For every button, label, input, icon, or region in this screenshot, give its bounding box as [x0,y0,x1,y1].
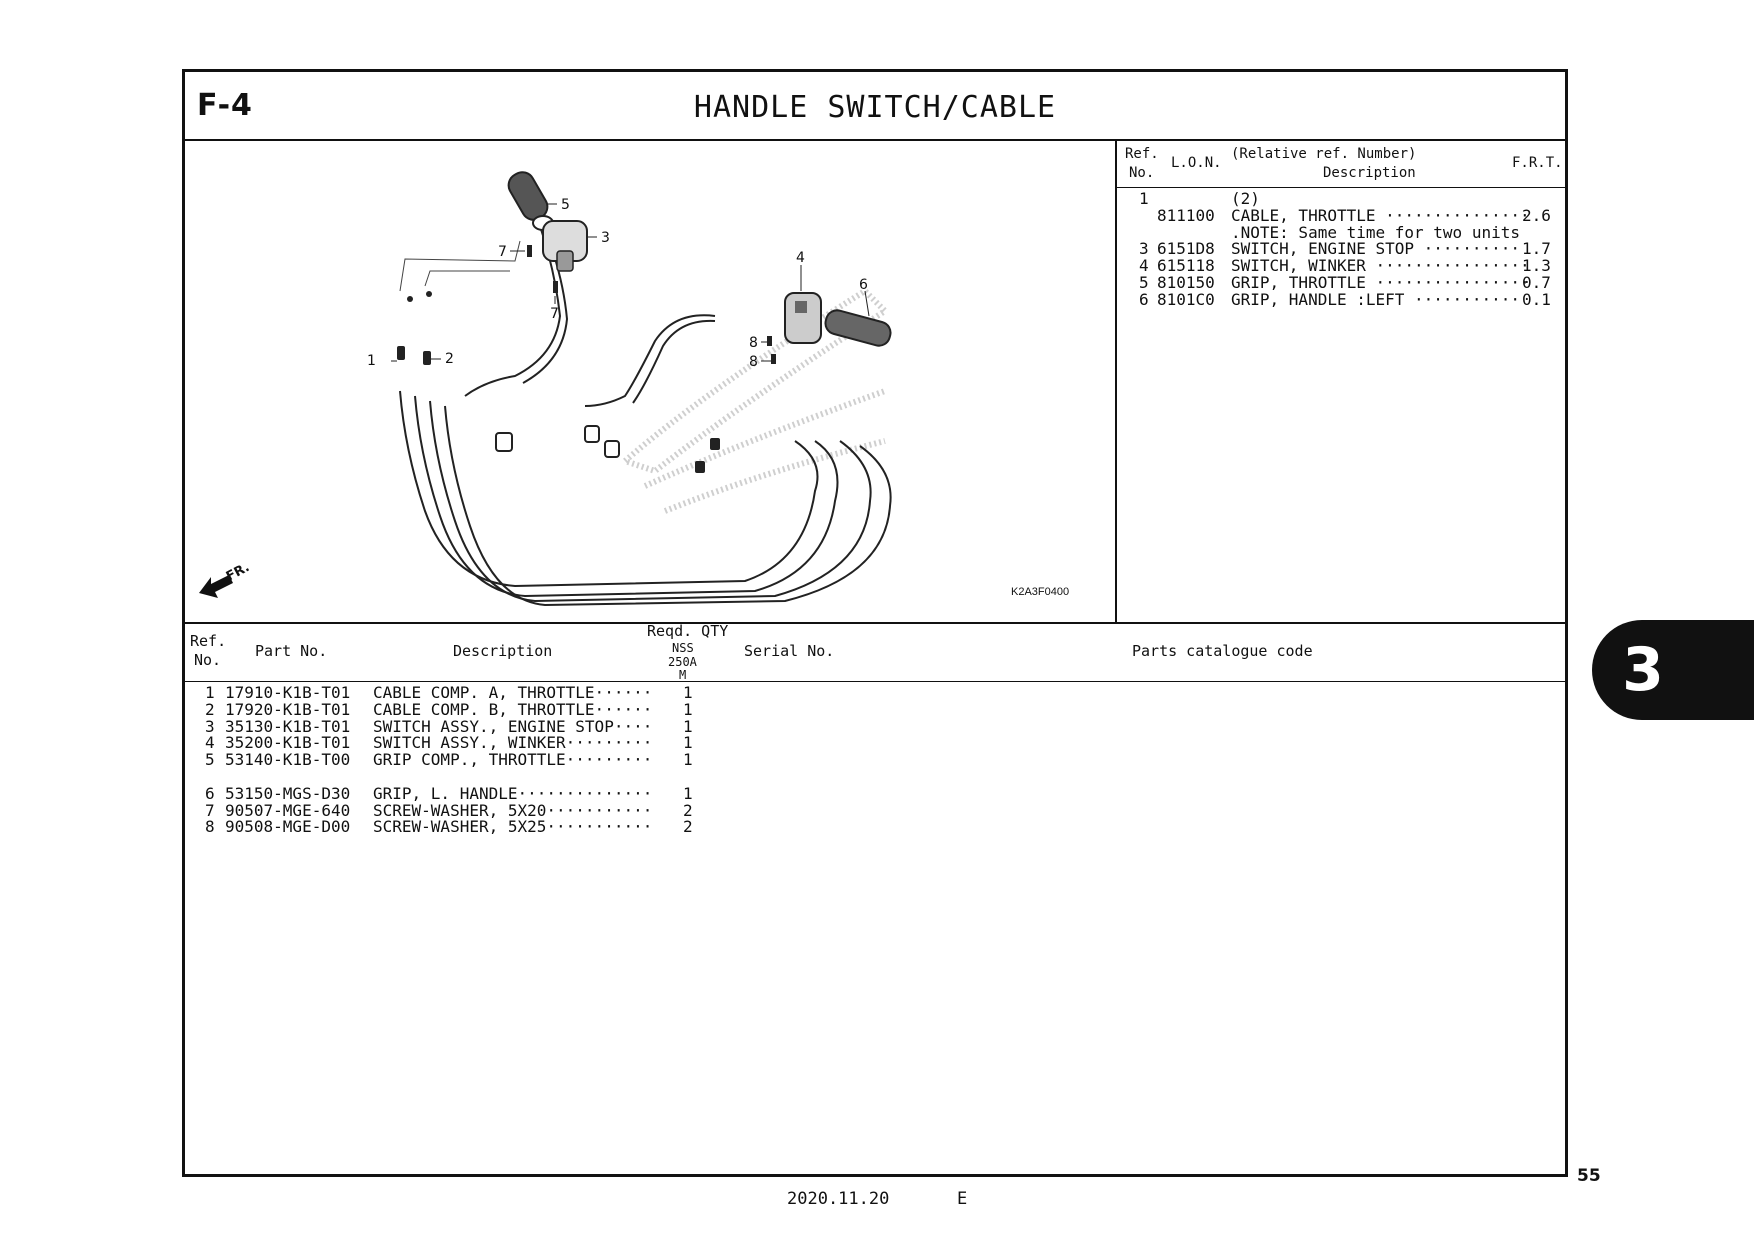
callout-1: 1 [367,353,376,369]
part-ref: 1 [205,683,215,702]
frt-desc: GRIP, THROTTLE ················ [1231,272,1530,292]
frt-header-ref-line1: Ref. [1125,146,1159,162]
part-qty: 1 [683,699,693,719]
frt-ref: 3 [1139,239,1149,259]
frt-header-description: Description [1323,165,1416,181]
winker-switch-icon [785,293,821,343]
callout-3: 3 [601,230,610,246]
callout-8a: 8 [749,335,758,351]
connectors [496,426,619,457]
part-number: 17920-K1B-T01 [225,699,351,719]
parts-header-part-no: Part No. [255,642,328,660]
frt-value: 1.3 [1522,256,1551,276]
part-qty: 1 [683,716,693,736]
throttle-grip-icon [504,168,553,230]
table-row [185,819,1565,836]
frt-table [1117,141,1565,624]
parts-header-description: Description [453,642,553,660]
frt-desc: (2) [1231,189,1260,208]
frt-desc: CABLE, THROTTLE ··············· [1231,205,1530,225]
section-code: F-4 [197,88,253,123]
frt-ref: 6 [1139,289,1149,309]
part-ref: 7 [205,800,215,820]
table-row [185,752,1565,769]
parts-header-ref-line1: Ref. [190,632,227,650]
part-ref: 6 [205,783,215,803]
callout-6: 6 [859,277,868,293]
callout-8b: 8 [749,354,758,370]
part-qty: 1 [683,683,693,702]
header-row [185,72,1565,141]
frt-lon: 810150 [1157,272,1215,292]
engine-stop-switch-icon [543,221,587,271]
part-description: GRIP, L. HANDLE·············· [373,783,653,803]
parts-table-body [185,685,1565,836]
frt-lon: 8101C0 [1157,289,1215,309]
part-description: SCREW-WASHER, 5X25··········· [373,817,653,837]
part-number: 53150-MGS-D30 [225,783,351,803]
exploded-diagram [185,141,1117,624]
parts-header-serial-no: Serial No. [744,642,835,660]
part-number: 17910-K1B-T01 [225,683,351,702]
frt-header-relative-ref: (Relative ref. Number) [1231,146,1417,162]
frt-value: 0.1 [1522,289,1551,309]
part-number: 53140-K1B-T00 [225,750,351,770]
illustration-code: K2A3F0400 [1011,586,1070,598]
part-ref: 2 [205,699,215,719]
diagram-illustration [185,141,1115,622]
frt-ref: 1 [1139,189,1149,208]
part-number: 90508-MGE-D00 [225,817,351,837]
callout-4: 4 [796,250,805,266]
frt-ref: 4 [1139,256,1149,276]
frt-lon: 6151D8 [1157,239,1215,259]
frt-header-frt: F.R.T. [1512,155,1563,171]
part-qty: 2 [683,800,693,820]
chapter-tab [1592,620,1754,720]
frt-lon: 811100 [1157,205,1215,225]
part-number: 90507-MGE-640 [225,800,351,820]
part-qty: 1 [683,783,693,803]
frt-table-body [1117,191,1565,309]
frt-row [1117,289,1565,309]
parts-header-reqd-qty: Reqd. QTY [647,622,729,640]
part-number: 35200-K1B-T01 [225,733,351,753]
frt-ref: 5 [1139,272,1149,292]
callout-7b: 7 [550,306,559,322]
part-description: GRIP COMP., THROTTLE········· [373,750,653,770]
part-ref: 5 [205,750,215,770]
parts-header-model-nss: NSS [672,641,694,655]
part-ref: 4 [205,733,215,753]
callout-labels [367,197,868,370]
part-qty: 1 [683,750,693,770]
parts-header-catalogue-code: Parts catalogue code [1132,642,1313,660]
frt-lon: 615118 [1157,256,1215,276]
parts-header-model-m: M [679,668,687,682]
frt-value: 0.7 [1522,272,1551,292]
chapter-tab-label: 3 [1622,635,1664,705]
part-ref: 3 [205,716,215,736]
frt-value: 2.6 [1522,205,1551,225]
part-qty: 1 [683,733,693,753]
footer-edition: E [957,1189,968,1209]
parts-header-ref-line2: No. [194,651,222,669]
part-qty: 2 [683,817,693,837]
front-arrow-icon [199,560,252,598]
frt-value: 1.7 [1522,239,1551,259]
frt-desc: GRIP, HANDLE :LEFT ··········· [1231,289,1520,309]
part-description: SWITCH ASSY., WINKER········· [373,733,653,753]
throttle-cables [400,391,891,605]
part-description: SCREW-WASHER, 5X20··········· [373,800,653,820]
part-ref: 8 [205,817,215,837]
callout-7a: 7 [498,244,507,260]
frt-desc: SWITCH, WINKER ················ [1231,256,1530,276]
callout-2: 2 [445,351,454,367]
front-marker-label: FR. [223,559,253,585]
part-description: SWITCH ASSY., ENGINE STOP···· [373,716,653,736]
frt-header-ref-line2: No. [1129,165,1155,181]
frt-desc: .NOTE: Same time for two units [1231,222,1520,242]
frt-desc: SWITCH, ENGINE STOP ·········· [1231,239,1520,259]
page-title: HANDLE SWITCH/CABLE [693,90,1057,125]
frt-table-header [1117,141,1565,188]
frt-header-lon: L.O.N. [1171,155,1222,171]
footer-date: 2020.11.20 [787,1189,890,1209]
parts-table-header [185,621,1565,682]
part-description: CABLE COMP. B, THROTTLE······ [373,699,653,719]
part-description: CABLE COMP. A, THROTTLE······ [373,683,653,702]
parts-header-model-250a: 250A [668,655,697,669]
callout-5: 5 [561,197,570,213]
part-number: 35130-K1B-T01 [225,716,351,736]
page-number: 55 [1577,1166,1601,1186]
